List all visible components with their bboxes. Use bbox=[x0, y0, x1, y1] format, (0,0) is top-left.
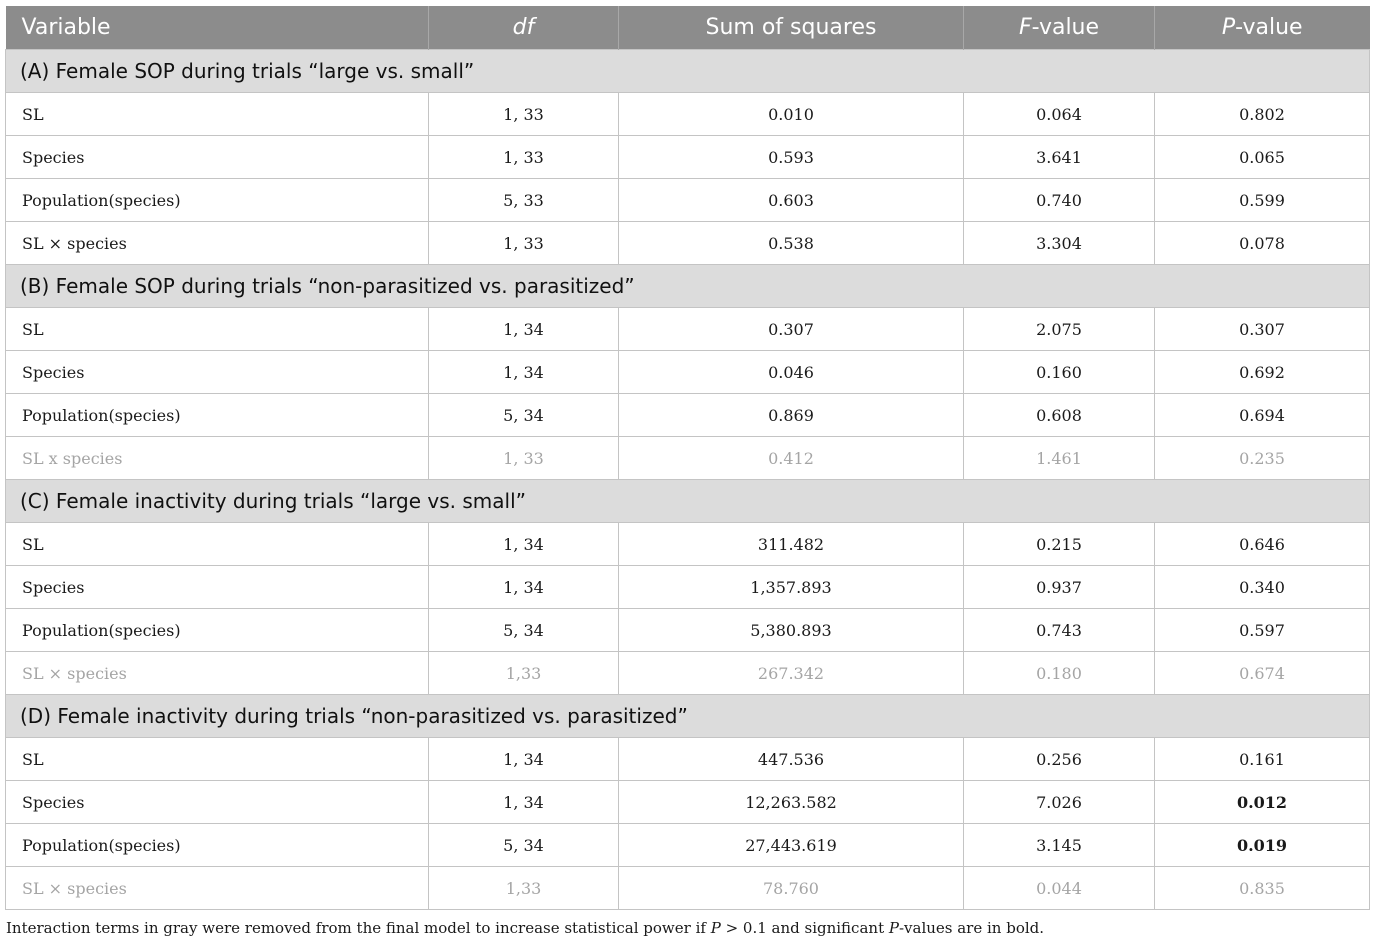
p-value-cell: 0.161 bbox=[1155, 738, 1370, 781]
table-row bbox=[6, 867, 1370, 910]
variable-cell: Species bbox=[6, 781, 429, 824]
variable-cell: SL x species bbox=[6, 437, 429, 480]
p-value-cell: 0.340 bbox=[1155, 566, 1370, 609]
variable-cell: Species bbox=[6, 566, 429, 609]
f-value-cell: 0.937 bbox=[964, 566, 1155, 609]
table-row bbox=[6, 738, 1370, 781]
sum-of-squares-cell: 12,263.582 bbox=[619, 781, 964, 824]
section-header-row bbox=[6, 695, 1370, 738]
sum-of-squares-cell: 0.538 bbox=[619, 222, 964, 265]
table-row bbox=[6, 824, 1370, 867]
f-value-cell: 0.740 bbox=[964, 179, 1155, 222]
variable-cell: Species bbox=[6, 351, 429, 394]
section-header-row bbox=[6, 480, 1370, 523]
variable-cell: Population(species) bbox=[6, 394, 429, 437]
sum-of-squares-cell: 311.482 bbox=[619, 523, 964, 566]
sum-of-squares-cell: 0.869 bbox=[619, 394, 964, 437]
p-value-cell: 0.674 bbox=[1155, 652, 1370, 695]
p-value-cell: 0.646 bbox=[1155, 523, 1370, 566]
footnote-p1: P bbox=[710, 919, 721, 937]
p-value-cell: 0.019 bbox=[1155, 824, 1370, 867]
footnote-p2: P bbox=[888, 919, 899, 937]
df-cell: 1, 33 bbox=[429, 437, 619, 480]
df-cell: 1, 33 bbox=[429, 222, 619, 265]
header-df-label: df bbox=[512, 15, 535, 40]
p-value-cell: 0.307 bbox=[1155, 308, 1370, 351]
sum-of-squares-cell: 78.760 bbox=[619, 867, 964, 910]
p-value-cell: 0.802 bbox=[1155, 93, 1370, 136]
header-p-prefix: P bbox=[1221, 15, 1236, 40]
p-value-cell: 0.835 bbox=[1155, 867, 1370, 910]
header-p-value bbox=[1155, 6, 1370, 50]
table-row bbox=[6, 308, 1370, 351]
table-footnote bbox=[6, 919, 1044, 937]
df-cell: 1, 34 bbox=[429, 738, 619, 781]
table-row bbox=[6, 437, 1370, 480]
variable-cell: Species bbox=[6, 136, 429, 179]
sum-of-squares-cell: 447.536 bbox=[619, 738, 964, 781]
sum-of-squares-cell: 5,380.893 bbox=[619, 609, 964, 652]
p-value-cell: 0.235 bbox=[1155, 437, 1370, 480]
table-row bbox=[6, 179, 1370, 222]
df-cell: 1, 34 bbox=[429, 566, 619, 609]
variable-cell: SL × species bbox=[6, 222, 429, 265]
f-value-cell: 0.743 bbox=[964, 609, 1155, 652]
f-value-cell: 0.044 bbox=[964, 867, 1155, 910]
p-value-cell: 0.065 bbox=[1155, 136, 1370, 179]
f-value-cell: 0.180 bbox=[964, 652, 1155, 695]
table-row bbox=[6, 351, 1370, 394]
sum-of-squares-cell: 0.603 bbox=[619, 179, 964, 222]
header-row bbox=[6, 6, 1370, 50]
table-row bbox=[6, 394, 1370, 437]
variable-cell: Population(species) bbox=[6, 824, 429, 867]
header-sum-of-squares: Sum of squares bbox=[619, 6, 964, 50]
variable-cell: SL bbox=[6, 93, 429, 136]
sum-of-squares-cell: 0.412 bbox=[619, 437, 964, 480]
footnote-part3: -values are in bold. bbox=[898, 919, 1045, 937]
sum-of-squares-cell: 0.307 bbox=[619, 308, 964, 351]
variable-cell: Population(species) bbox=[6, 609, 429, 652]
f-value-cell: 0.608 bbox=[964, 394, 1155, 437]
header-p-suffix: -value bbox=[1235, 15, 1303, 40]
df-cell: 1, 34 bbox=[429, 351, 619, 394]
section-title: (B) Female SOP during trials “non-parasitized vs. parasitized” bbox=[6, 265, 1370, 308]
section-title: (C) Female inactivity during trials “large vs. small” bbox=[6, 480, 1370, 523]
variable-cell: SL × species bbox=[6, 652, 429, 695]
footnote-part1: Interaction terms in gray were removed from the final model to increase statistical power if bbox=[6, 919, 711, 937]
f-value-cell: 3.641 bbox=[964, 136, 1155, 179]
df-cell: 1, 34 bbox=[429, 781, 619, 824]
sum-of-squares-cell: 27,443.619 bbox=[619, 824, 964, 867]
df-cell: 5, 33 bbox=[429, 179, 619, 222]
table-row bbox=[6, 652, 1370, 695]
table-row bbox=[6, 523, 1370, 566]
df-cell: 1, 33 bbox=[429, 136, 619, 179]
df-cell: 1, 34 bbox=[429, 523, 619, 566]
p-value-cell: 0.692 bbox=[1155, 351, 1370, 394]
f-value-cell: 0.215 bbox=[964, 523, 1155, 566]
df-cell: 5, 34 bbox=[429, 609, 619, 652]
f-value-cell: 0.064 bbox=[964, 93, 1155, 136]
section-header-row bbox=[6, 265, 1370, 308]
df-cell: 1, 34 bbox=[429, 308, 619, 351]
variable-cell: Population(species) bbox=[6, 179, 429, 222]
df-cell: 5, 34 bbox=[429, 824, 619, 867]
df-cell: 5, 34 bbox=[429, 394, 619, 437]
variable-cell: SL bbox=[6, 523, 429, 566]
header-f-value bbox=[964, 6, 1155, 50]
f-value-cell: 0.160 bbox=[964, 351, 1155, 394]
sum-of-squares-cell: 0.593 bbox=[619, 136, 964, 179]
sum-of-squares-cell: 0.010 bbox=[619, 93, 964, 136]
p-value-cell: 0.012 bbox=[1155, 781, 1370, 824]
table-body bbox=[6, 50, 1370, 910]
f-value-cell: 3.145 bbox=[964, 824, 1155, 867]
section-title: (D) Female inactivity during trials “non-parasitized vs. parasitized” bbox=[6, 695, 1370, 738]
f-value-cell: 3.304 bbox=[964, 222, 1155, 265]
anova-results-table bbox=[5, 6, 1370, 910]
p-value-cell: 0.694 bbox=[1155, 394, 1370, 437]
f-value-cell: 0.256 bbox=[964, 738, 1155, 781]
f-value-cell: 7.026 bbox=[964, 781, 1155, 824]
table-row bbox=[6, 609, 1370, 652]
header-variable: Variable bbox=[6, 6, 429, 50]
variable-cell: SL bbox=[6, 738, 429, 781]
variable-cell: SL × species bbox=[6, 867, 429, 910]
section-header-row bbox=[6, 50, 1370, 93]
table-row bbox=[6, 93, 1370, 136]
f-value-cell: 1.461 bbox=[964, 437, 1155, 480]
table-row bbox=[6, 222, 1370, 265]
sum-of-squares-cell: 1,357.893 bbox=[619, 566, 964, 609]
header-f-prefix: F bbox=[1018, 15, 1032, 40]
table-row bbox=[6, 781, 1370, 824]
sum-of-squares-cell: 0.046 bbox=[619, 351, 964, 394]
df-cell: 1,33 bbox=[429, 867, 619, 910]
header-f-suffix: -value bbox=[1031, 15, 1100, 40]
df-cell: 1,33 bbox=[429, 652, 619, 695]
variable-cell: SL bbox=[6, 308, 429, 351]
table-row bbox=[6, 566, 1370, 609]
p-value-cell: 0.597 bbox=[1155, 609, 1370, 652]
p-value-cell: 0.078 bbox=[1155, 222, 1370, 265]
header-df bbox=[429, 6, 619, 50]
table-row bbox=[6, 136, 1370, 179]
f-value-cell: 2.075 bbox=[964, 308, 1155, 351]
p-value-cell: 0.599 bbox=[1155, 179, 1370, 222]
df-cell: 1, 33 bbox=[429, 93, 619, 136]
section-title: (A) Female SOP during trials “large vs. small” bbox=[6, 50, 1370, 93]
footnote-part2: > 0.1 and significant bbox=[720, 919, 889, 937]
sum-of-squares-cell: 267.342 bbox=[619, 652, 964, 695]
